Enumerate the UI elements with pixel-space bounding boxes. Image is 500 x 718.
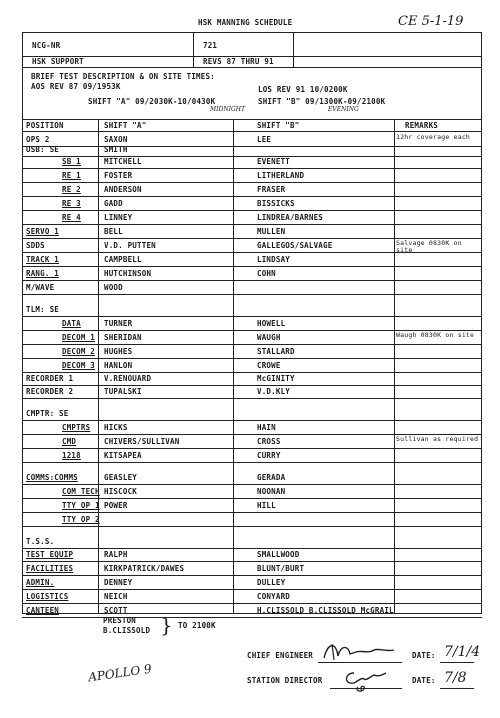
position-label: RE 1	[62, 171, 81, 180]
position-label: DECOM 2	[62, 347, 96, 356]
position-label: T.S.S.	[26, 537, 55, 546]
shift-a-name: SCOTT	[104, 606, 128, 615]
shift-a-name: DENNEY	[104, 578, 133, 587]
handwritten-annotation: CE 5-1-19	[398, 14, 464, 29]
shift-a-name: HICKS	[104, 423, 128, 432]
ncg-value: 721	[203, 41, 218, 50]
shift-a-note: MIDNIGHT	[210, 106, 245, 113]
remarks-cell: 12hr coverage each	[396, 133, 471, 141]
shift-b-name: LINDSAY	[257, 255, 291, 264]
chief-engineer-signature	[318, 638, 398, 664]
shift-a-name: HISCOCK	[104, 487, 138, 496]
shift-b-name: BISSICKS	[257, 199, 295, 208]
shift-b-name: NOONAN	[257, 487, 286, 496]
shift-b-name: MULLEN	[257, 227, 286, 236]
shift-a-name: TUPALSKI	[104, 387, 142, 396]
shift-a-name: KITSAPEA	[104, 451, 142, 460]
date-value-1: 7/1/4	[444, 644, 481, 660]
position-label: TTY OP 1	[62, 501, 100, 510]
shift-b-name: EVENETT	[257, 157, 291, 166]
shift-b-name: SMALLWOOD	[257, 550, 300, 559]
shift-a-name: V.RENOUARD	[104, 374, 152, 383]
position-label: DECOM 1	[62, 333, 96, 342]
shift-b-name: HAIN	[257, 423, 276, 432]
position-label: CMD	[62, 437, 77, 446]
shift-b-name: LINDREA/BARNES	[257, 213, 324, 222]
column-header-shift-a: SHIFT "A"	[104, 121, 147, 130]
date-value-2: 7/8	[444, 670, 467, 686]
shift-b-name: BLUNT/BURT	[257, 564, 305, 573]
remarks-cell: Salvage 0830K on site	[396, 239, 462, 254]
date-label-2: DATE:	[412, 676, 436, 685]
shift-a-name: MITCHELL	[104, 157, 142, 166]
ncg-label: NCG-NR	[32, 41, 61, 50]
shift-b-name: DULLEY	[257, 578, 286, 587]
shift-a-name: NEICH	[104, 592, 128, 601]
shift-b-name: V.D.KLY	[257, 387, 291, 396]
position-label: FACILITIES	[26, 564, 74, 573]
shift-a-name: KIRKPATRICK/DAWES	[104, 564, 185, 573]
position-label: CMPTRS	[62, 423, 91, 432]
position-label: RE 4	[62, 213, 81, 222]
position-label: M/WAVE	[26, 283, 55, 292]
brief-label: BRIEF TEST DESCRIPTION & ON SITE TIMES:	[31, 72, 215, 81]
shift-b-name: HOWELL	[257, 319, 286, 328]
shift-b-name: STALLARD	[257, 347, 295, 356]
position-label: DATA	[62, 319, 81, 328]
chief-engineer-label: CHIEF ENGINEER	[247, 651, 314, 660]
shift-a-name: HUTCHINSON	[104, 269, 152, 278]
shift-a-time: SHIFT "A" 09/2030K-10/0430K	[88, 97, 216, 106]
position-label: RECORDER 1	[26, 374, 74, 383]
shift-a-name: LINNEY	[104, 213, 133, 222]
position-label: DECOM 3	[62, 361, 96, 370]
shift-b-note: EVENING	[328, 106, 359, 113]
position-label: TEST EQUIP	[26, 550, 74, 559]
aos-text: AOS REV 87 09/1953K	[31, 82, 121, 91]
extra-time: TO 2100K	[178, 621, 216, 630]
shift-a-name: GADD	[104, 199, 123, 208]
los-text: LOS REV 91 10/0200K	[258, 85, 348, 94]
shift-b-name: GALLEGOS/SALVAGE	[257, 241, 333, 250]
shift-b-name: COHN	[257, 269, 276, 278]
extra-name-2: B.CLISSOLD	[103, 626, 151, 635]
position-label: CANTEEN	[26, 606, 60, 615]
position-label: SB 1	[62, 157, 81, 166]
shift-b-name: CROWE	[257, 361, 281, 370]
shift-a-name: BELL	[104, 227, 123, 236]
shift-b-name: CONYARD	[257, 592, 291, 601]
shift-a-name: GEASLEY	[104, 473, 138, 482]
handwritten-apollo: APOLLO 9	[87, 661, 153, 685]
position-label: SDDS	[26, 241, 45, 250]
position-label: ADMIN.	[26, 578, 55, 587]
shift-a-name: TURNER	[104, 319, 133, 328]
shift-a-name: HUGHES	[104, 347, 133, 356]
position-label: TLM: SE	[26, 305, 60, 314]
shift-a-name: V.D. PUTTEN	[104, 241, 156, 250]
column-header-remarks: REMARKS	[405, 121, 439, 130]
shift-a-name: SHERIDAN	[104, 333, 142, 342]
position-label: COMMS:COMMS	[26, 473, 78, 482]
position-label: USB: SE	[26, 145, 60, 154]
remarks-cell: Sullivan as required	[396, 435, 479, 443]
shift-a-name: RALPH	[104, 550, 128, 559]
column-header-position: POSITION	[26, 121, 64, 130]
shift-b-name: WAUGH	[257, 333, 281, 342]
shift-a-name: ANDERSON	[104, 185, 142, 194]
shift-a-name: CAMPBELL	[104, 255, 142, 264]
shift-b-name: FRASER	[257, 185, 286, 194]
shift-b-name: CROSS	[257, 437, 281, 446]
shift-b-name: GERADA	[257, 473, 286, 482]
position-label: COM TECH	[62, 487, 100, 496]
brace-symbol: }	[160, 613, 173, 637]
shift-b-name: HILL	[257, 501, 276, 510]
position-label: TTY OP 2	[62, 515, 100, 524]
station-director-signature	[340, 665, 390, 695]
position-label: RANG. 1	[26, 269, 60, 278]
shift-a-name: POWER	[104, 501, 128, 510]
shift-a-name: HANLON	[104, 361, 133, 370]
position-label: LOGISTICS	[26, 592, 69, 601]
shift-b-name: McGINITY	[257, 374, 295, 383]
shift-a-name: FOSTER	[104, 171, 133, 180]
shift-a-name: CHIVERS/SULLIVAN	[104, 437, 180, 446]
position-label: RECORDER 2	[26, 387, 74, 396]
support-value: REVS 87 THRU 91	[203, 57, 274, 66]
position-label: RE 3	[62, 199, 81, 208]
shift-b-time: SHIFT "B" 09/1300K-09/2100K	[258, 97, 386, 106]
page-title: HSK MANNING SCHEDULE	[198, 18, 293, 27]
position-label: OPS 2	[26, 135, 50, 144]
position-label: CMPTR: SE	[26, 409, 69, 418]
extra-name-1: PRESTON	[103, 616, 137, 625]
position-label: 1218	[62, 451, 81, 460]
shift-b-name: CURRY	[257, 451, 281, 460]
support-label: HSK SUPPORT	[32, 57, 84, 66]
shift-b-name: H.CLISSOLD B.CLISSOLD McGRAIL	[257, 606, 394, 615]
shift-a-name: SMITH	[104, 145, 128, 154]
position-label: TRACK 1	[26, 255, 60, 264]
remarks-cell: Waugh 0830K on site	[396, 331, 475, 339]
position-label: RE 2	[62, 185, 81, 194]
shift-a-name: SAXON	[104, 135, 128, 144]
shift-b-name: LITHERLAND	[257, 171, 305, 180]
shift-a-name: WOOD	[104, 283, 123, 292]
date-label-1: DATE:	[412, 651, 436, 660]
column-header-shift-b: SHIFT "B"	[257, 121, 300, 130]
position-label: SERVO 1	[26, 227, 60, 236]
station-director-label: STATION DIRECTOR	[247, 676, 323, 685]
shift-b-name: LEE	[257, 135, 272, 144]
